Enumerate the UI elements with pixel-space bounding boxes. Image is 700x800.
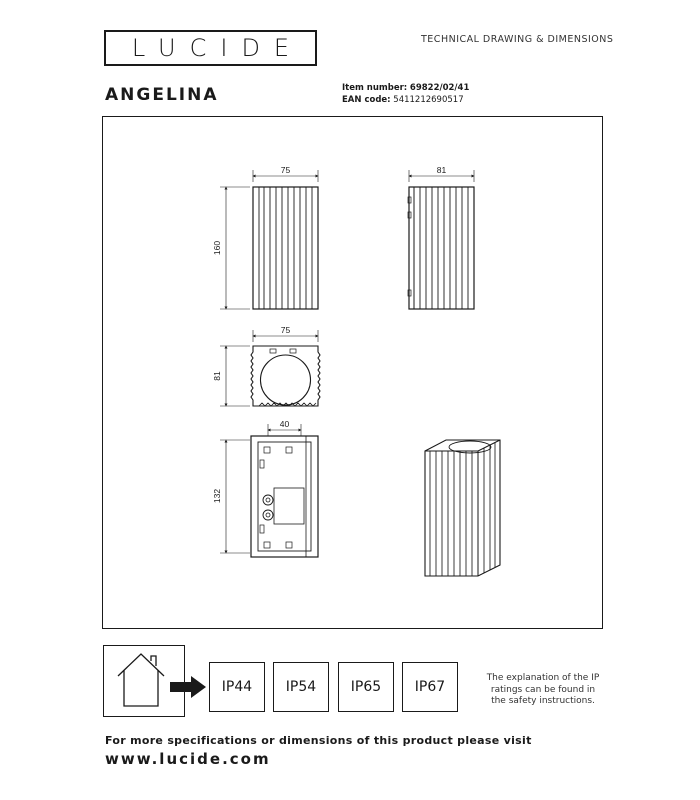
front-view <box>220 170 318 309</box>
more-specifications-text: For more specifications or dimensions of this product please visit <box>105 734 532 747</box>
front-width-label: 75 <box>280 165 291 175</box>
item-number-label: Item number: <box>342 83 408 93</box>
document-title: TECHNICAL DRAWING & DIMENSIONS <box>421 34 614 45</box>
back-width-label: 40 <box>279 419 290 429</box>
ip-rating-ip67: IP67 <box>402 662 458 712</box>
side-depth-label: 81 <box>436 165 447 175</box>
front-height-label: 160 <box>212 240 222 256</box>
top-width-label: 75 <box>280 325 291 335</box>
ean-value: 5411212690517 <box>393 95 464 105</box>
back-height-label: 132 <box>212 488 222 504</box>
item-number-value: 69822/02/41 <box>409 83 470 93</box>
top-depth-label: 81 <box>212 371 222 381</box>
ip-rating-ip65: IP65 <box>338 662 394 712</box>
ean-label: EAN code: <box>342 95 391 105</box>
website-link[interactable]: www.lucide.com <box>105 750 271 768</box>
ip-rating-ip44: IP44 <box>209 662 265 712</box>
perspective-view <box>425 440 500 576</box>
house-icon-frame <box>103 645 185 717</box>
product-name: ANGELINA <box>105 85 219 105</box>
back-view <box>220 424 318 557</box>
ip-rating-ip54: IP54 <box>273 662 329 712</box>
ip-rating-note: The explanation of the IP ratings can be found in the safety instructions. <box>486 673 600 706</box>
logo-text: LUCIDE <box>131 34 304 62</box>
top-view <box>220 330 320 406</box>
side-view <box>408 170 474 309</box>
